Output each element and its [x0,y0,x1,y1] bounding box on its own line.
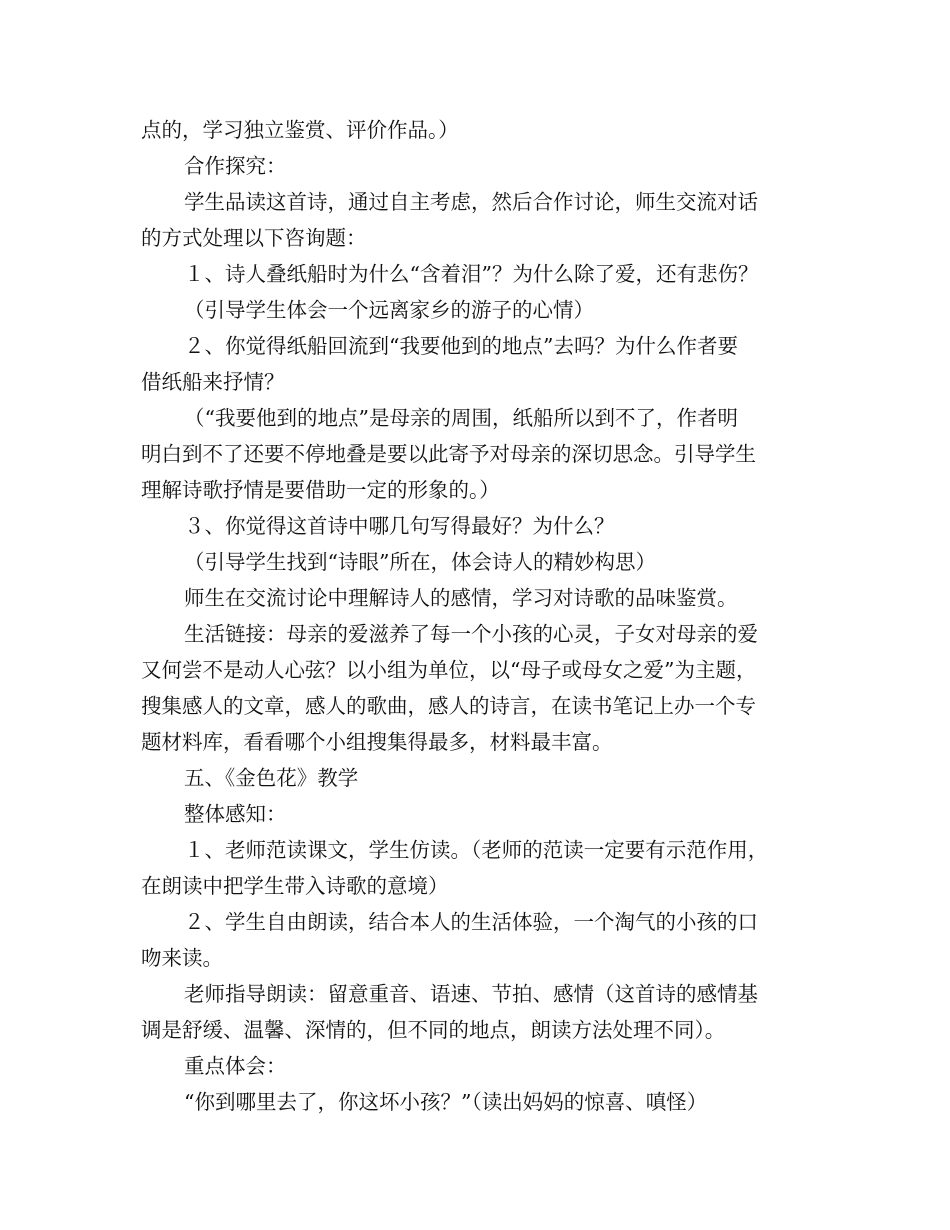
text-line-16: 又何尝不是动人心弦？以小组为单位，以“母子或母女之爱”为主题， [141,658,757,682]
text-line-14: 师生在交流讨论中理解诗人的感情，学习对诗歌的品味鉴赏。 [184,586,738,610]
text-line-23: ２、学生自由朗读，结合本人的生活体验，一个淘气的小孩的口 [184,910,758,934]
text-line-10: 明白到不了还要不停地叠是要以此寄予对母亲的深切思念。引导学生 [141,442,756,466]
text-line-15: 生活链接：母亲的爱滋养了每一个小孩的心灵，子女对母亲的爱 [184,622,758,646]
text-line-8: 借纸船来抒情？ [141,370,285,394]
text-line-19: 五、《金色花》教学 [184,766,359,790]
text-line-24: 吻来读。 [141,946,223,970]
text-line-5: １、诗人叠纸船时为什么“含着泪”？为什么除了爱，还有悲伤？ [184,262,759,286]
text-line-28: “你到哪里去了，你这坏小孩？”（读出妈妈的惊喜、嗔怪） [184,1090,708,1114]
text-line-9: （“我要他到的地点”是母亲的周围，纸船所以到不了，作者明 [184,406,738,430]
text-line-1: 点的，学习独立鉴赏、评价作品。） [141,118,459,142]
text-line-22: 在朗读中把学生带入诗歌的意境） [141,874,449,898]
text-line-18: 题材料库，看看哪个小组搜集得最多，材料最丰富。 [141,730,613,754]
text-line-13: （引导学生找到“诗眼”所在，体会诗人的精妙构思） [184,550,656,574]
text-line-11: 理解诗歌抒情是要借助一定的形象的。） [141,478,500,502]
text-line-6: （引导学生体会一个远离家乡的游子的心情） [184,298,594,322]
text-line-3: 学生品读这首诗，通过自主考虑，然后合作讨论，师生交流对话 [184,190,758,214]
text-line-25: 老师指导朗读：留意重音、语速、节拍、感情（这首诗的感情基 [184,982,758,1006]
text-line-27: 重点体会： [184,1054,287,1078]
text-line-21: １、老师范读课文，学生仿读。（老师的范读一定要有示范作用， [184,838,769,862]
text-line-20: 整体感知： [184,802,287,826]
text-line-4: 的方式处理以下咨询题： [141,226,367,250]
text-line-7: ２、你觉得纸船回流到“我要他到的地点”去吗？为什么作者要 [184,334,738,358]
text-line-2: 合作探究： [184,154,287,178]
text-line-12: ３、你觉得这首诗中哪几句写得最好？为什么？ [184,514,615,538]
text-line-17: 搜集感人的文章，感人的歌曲，感人的诗言，在读书笔记上办一个专 [141,694,756,718]
text-line-26: 调是舒缓、温馨、深情的，但不同的地点，朗读方法处理不同）。 [141,1018,726,1042]
